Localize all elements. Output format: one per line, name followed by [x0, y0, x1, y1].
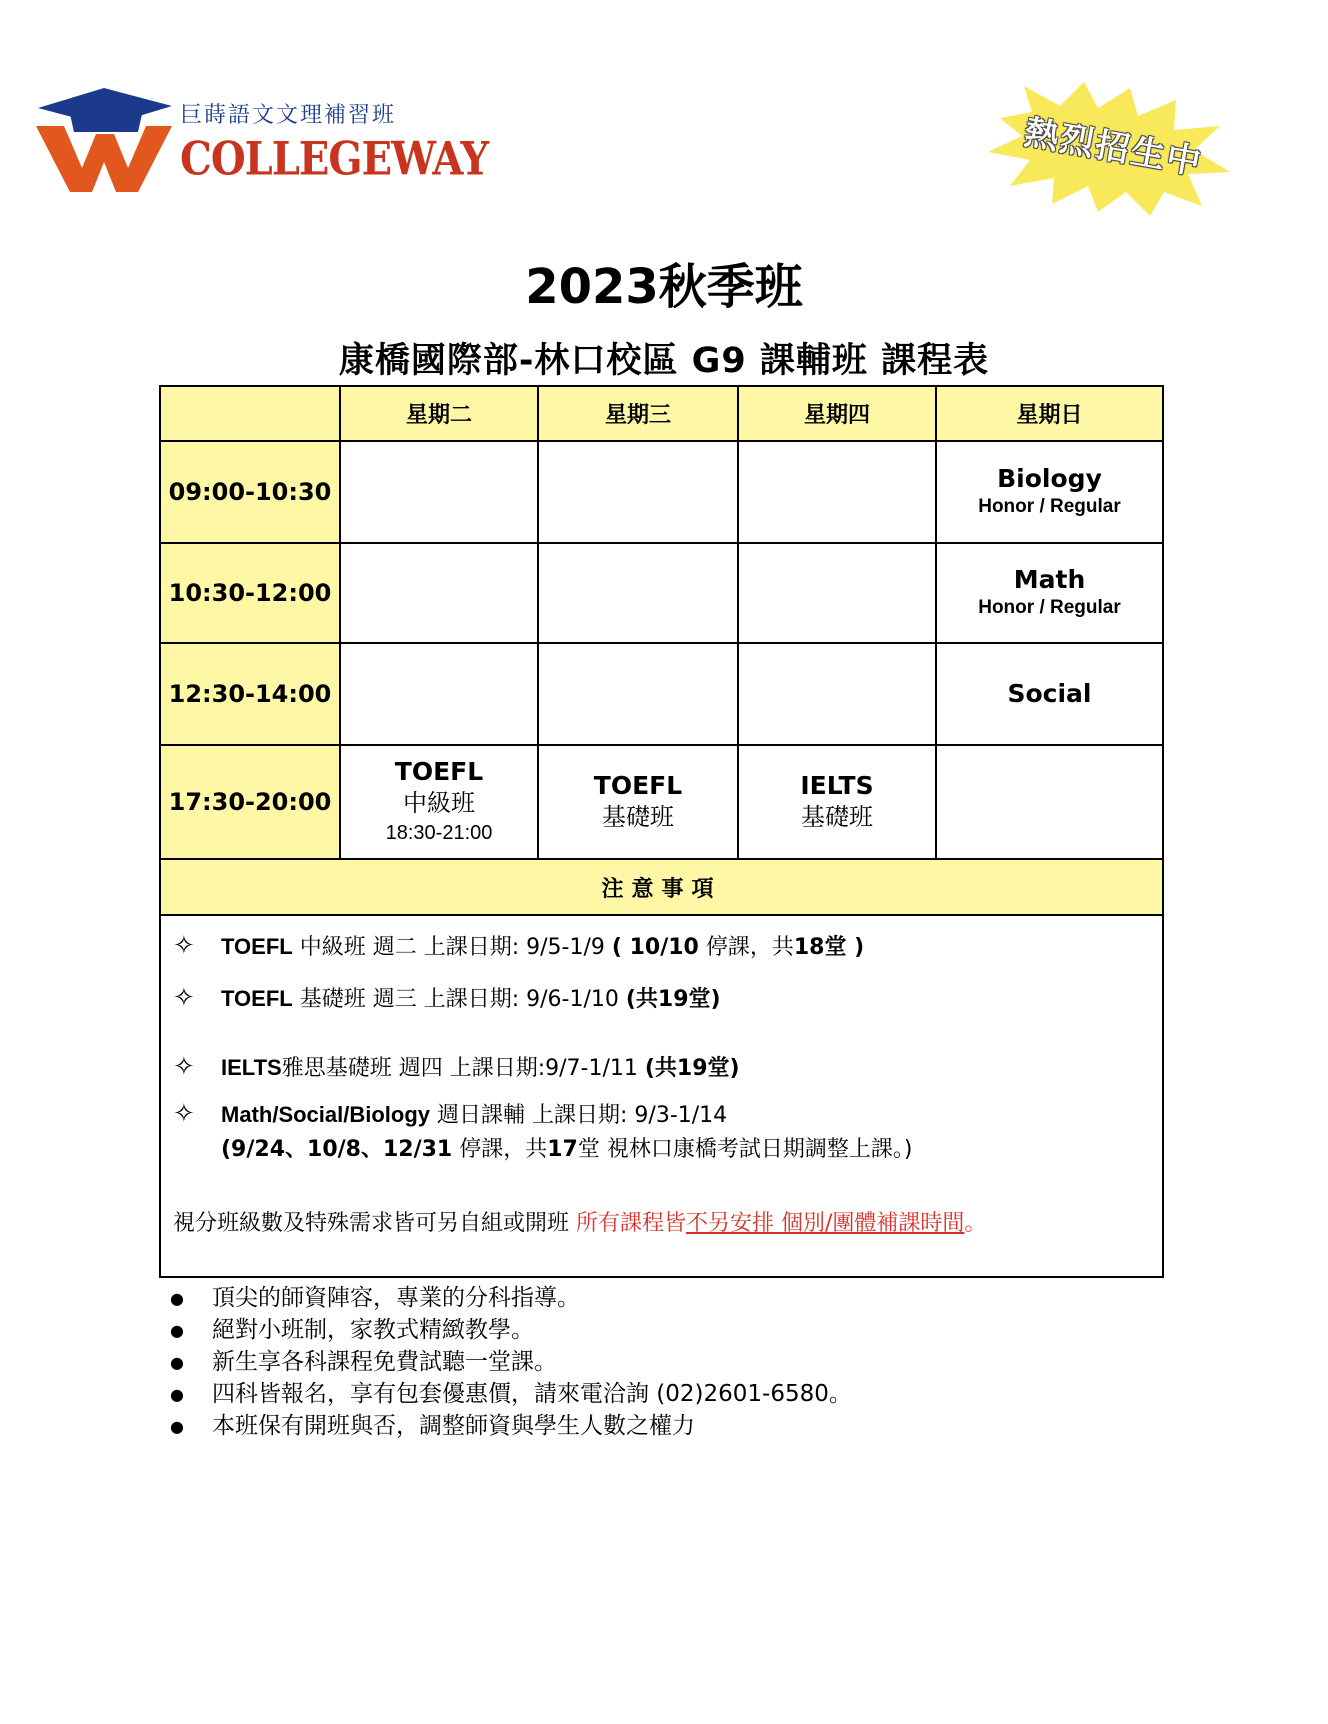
empty-cell — [340, 643, 538, 745]
empty-cell — [738, 441, 936, 543]
list-item: ● 新生享各科課程免費試聽一堂課。 — [170, 1346, 852, 1378]
star-icon: ✧ — [173, 983, 195, 1013]
class-cell — [936, 441, 1163, 543]
header-day: 星期四 — [738, 386, 936, 441]
class-level: 基礎班 — [801, 803, 873, 831]
star-icon: ✧ — [173, 931, 195, 961]
table-header-row — [160, 386, 1163, 441]
page-subtitle: 康橋國際部-林口校區 G9 課輔班 課程表 — [338, 341, 990, 381]
class-name: TOEFL — [394, 757, 484, 786]
empty-cell — [538, 441, 738, 543]
note-item: ✧ TOEFL 中級班 週二 上課日期: 9/5-1/9 ( 10/10 停課，共18堂 ) — [173, 931, 865, 961]
logo-english-name: COLLEGEWAY — [180, 132, 489, 187]
time-slot: 17:30-20:00 — [160, 745, 340, 859]
table-row — [160, 643, 1163, 745]
empty-cell — [738, 543, 936, 643]
header-day: 星期二 — [340, 386, 538, 441]
list-item: ● 頂尖的師資陣容，專業的分科指導。 — [170, 1282, 852, 1314]
class-level: 中級班 — [403, 789, 475, 817]
notes-header: 注意事項 — [160, 859, 1163, 915]
enrollment-badge — [980, 78, 1240, 218]
table-row — [160, 543, 1163, 643]
class-level: Honor / Regular — [978, 597, 1121, 618]
brand-logo — [34, 84, 489, 194]
bullet-icon: ● — [170, 1416, 184, 1436]
notes-header-row — [160, 859, 1163, 915]
note-item: ✧ IELTS雅思基礎班 週四 上課日期:9/7-1/11 (共19堂) — [173, 1052, 740, 1082]
logo-chinese-name: 巨蒔語文文理補習班 — [180, 103, 397, 128]
table-row — [160, 745, 1163, 859]
list-item: ● 本班保有開班與否，調整師資與學生人數之權力 — [170, 1410, 852, 1442]
class-level: Honor / Regular — [978, 496, 1121, 517]
empty-cell — [936, 745, 1163, 859]
class-level: 基礎班 — [602, 803, 674, 831]
class-name: Biology — [997, 464, 1102, 493]
header-corner — [160, 386, 340, 441]
notes-body — [160, 915, 1163, 1277]
graduation-cap-w-icon — [34, 84, 184, 194]
star-icon: ✧ — [173, 1052, 195, 1082]
empty-cell — [538, 643, 738, 745]
note-item: ✧ TOEFL 基礎班 週三 上課日期: 9/6-1/10 (共19堂) — [173, 983, 721, 1013]
list-item: ● 絕對小班制，家教式精緻教學。 — [170, 1314, 852, 1346]
class-name: Social — [1007, 679, 1092, 708]
bullet-icon: ● — [170, 1384, 184, 1404]
class-name: TOEFL — [593, 771, 683, 800]
class-cell — [738, 745, 936, 859]
empty-cell — [340, 543, 538, 643]
note-item: ✧ Math/Social/Biology 週日課輔 上課日期: 9/3-1/14 — [173, 1099, 728, 1129]
star-icon: ✧ — [173, 1099, 195, 1129]
notes-body-row — [160, 915, 1163, 1277]
class-cell — [538, 745, 738, 859]
remark-line: 視分班級數及特殊需求皆可另自組或開班 所有課程皆不另安排 個別/團體補課時間。 — [173, 1211, 987, 1236]
time-slot: 09:00-10:30 — [160, 441, 340, 543]
class-cell — [340, 745, 538, 859]
time-slot: 12:30-14:00 — [160, 643, 340, 745]
time-slot: 10:30-12:00 — [160, 543, 340, 643]
page-title: 2023秋季班 — [525, 259, 803, 315]
bullet-icon: ● — [170, 1320, 184, 1340]
header-day: 星期日 — [936, 386, 1163, 441]
empty-cell — [738, 643, 936, 745]
empty-cell — [340, 441, 538, 543]
note-item-continuation: (9/24、10/8、12/31 停課，共17堂 視林口康橋考試日期調整上課。) — [221, 1137, 913, 1162]
bullet-icon: ● — [170, 1288, 184, 1308]
list-item: ● 四科皆報名，享有包套優惠價，請來電洽詢 (02)2601-6580。 — [170, 1378, 852, 1410]
feature-list — [170, 1282, 852, 1442]
class-cell — [936, 543, 1163, 643]
schedule-table — [159, 385, 1164, 1278]
class-name: Math — [1013, 565, 1086, 594]
class-cell — [936, 643, 1163, 745]
class-time: 18:30-21:00 — [385, 822, 493, 844]
class-name: IELTS — [800, 771, 874, 800]
table-row — [160, 441, 1163, 543]
header-day: 星期三 — [538, 386, 738, 441]
bullet-icon: ● — [170, 1352, 184, 1372]
badge-text: 熱烈招生中 — [1021, 112, 1206, 184]
empty-cell — [538, 543, 738, 643]
